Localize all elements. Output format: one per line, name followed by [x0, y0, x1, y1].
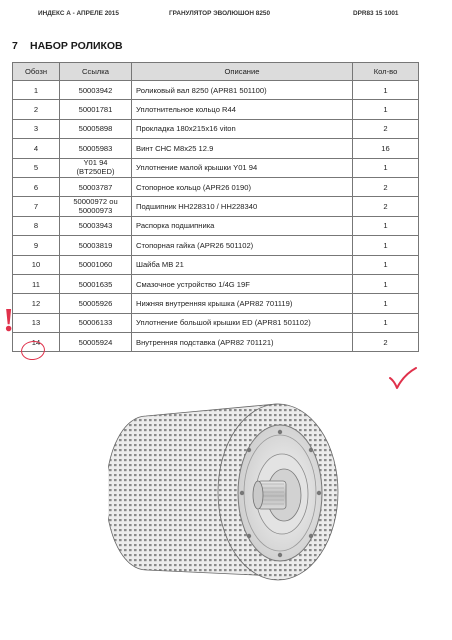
table-header-row — [13, 63, 419, 81]
cell-position: 9 — [13, 236, 60, 255]
column-header-description: Описание — [132, 63, 353, 81]
exclamation-mark: ! — [3, 302, 15, 339]
cell-reference-line2: (BT250ED) — [76, 166, 115, 176]
section-title — [12, 40, 123, 52]
section-number: 7 — [12, 40, 18, 52]
header-index: ИНДЕКС А - АПРЕЛЕ 2015 — [38, 10, 119, 17]
cell-quantity: 1 — [353, 81, 419, 100]
table-row — [13, 255, 419, 274]
cell-reference: 50003787 — [60, 177, 132, 196]
cell-reference-line1: 50000972 ou — [73, 196, 118, 206]
cell-description: Уплотнение малой крышки Y01 94 — [132, 158, 353, 177]
cell-position: 1 — [13, 81, 60, 100]
cell-quantity: 1 — [353, 313, 419, 332]
cell-reference: 50005898 — [60, 119, 132, 138]
header-product: ГРАНУЛЯТОР ЭВОЛЮШОН 8250 — [169, 10, 271, 17]
cell-reference-line2: 50000973 — [78, 205, 113, 215]
cell-position: 14 — [13, 333, 60, 352]
page-header — [0, 10, 452, 22]
cell-description: Уплотнение большой крышки ED (APR81 501102) — [132, 313, 353, 332]
column-header-quantity: Кол-во — [353, 63, 419, 81]
cell-quantity: 2 — [353, 197, 419, 216]
cell-description: Стопорная гайка (APR26 501102) — [132, 236, 353, 255]
parts-table — [12, 62, 419, 352]
cell-description: Стопорное кольцо (APR26 0190) — [132, 177, 353, 196]
cell-reference: 50005924 — [60, 333, 132, 352]
table-row — [13, 119, 419, 138]
cell-position: 11 — [13, 274, 60, 293]
cell-description: Уплотнительное кольцо R44 — [132, 100, 353, 119]
cell-reference: 50003943 — [60, 216, 132, 235]
cell-description: Роликовый вал 8250 (APR81 501100) — [132, 81, 353, 100]
cell-reference: 50001635 — [60, 274, 132, 293]
cell-quantity: 2 — [353, 177, 419, 196]
cell-quantity: 1 — [353, 100, 419, 119]
cell-reference: 50005983 — [60, 139, 132, 158]
cell-position: 8 — [13, 216, 60, 235]
cell-reference: 50006133 — [60, 313, 132, 332]
cell-reference: 50001060 — [60, 255, 132, 274]
header-doc-code: DPR83 15 1001 — [353, 10, 399, 17]
column-header-position: Обозн — [13, 63, 60, 81]
cell-quantity: 2 — [353, 119, 419, 138]
cell-reference — [60, 197, 132, 216]
cell-description: Прокладка 180x215x16 viton — [132, 119, 353, 138]
cell-position: 10 — [13, 255, 60, 274]
cell-quantity: 16 — [353, 139, 419, 158]
cell-position: 6 — [13, 177, 60, 196]
table-row — [13, 100, 419, 119]
cell-quantity: 1 — [353, 294, 419, 313]
cell-quantity: 2 — [353, 333, 419, 352]
table-row — [13, 81, 419, 100]
section-heading: НАБОР РОЛИКОВ — [30, 40, 123, 52]
cell-reference: 50003942 — [60, 81, 132, 100]
cell-description: Подшипник HH228310 / HH228340 — [132, 197, 353, 216]
table-row — [13, 294, 419, 313]
table-row — [13, 139, 419, 158]
cell-reference-line1: Y01 94 — [83, 158, 108, 168]
cell-description: Распорка подшипника — [132, 216, 353, 235]
table-row — [13, 274, 419, 293]
table-row — [13, 236, 419, 255]
cell-position: 4 — [13, 139, 60, 158]
cell-reference — [60, 158, 132, 177]
table-row — [13, 216, 419, 235]
checkmark-icon — [388, 366, 418, 392]
cell-position: 5 — [13, 158, 60, 177]
cell-reference: 50001781 — [60, 100, 132, 119]
cell-description: Шайба MB 21 — [132, 255, 353, 274]
cell-position: 2 — [13, 100, 60, 119]
cell-position: 12 — [13, 294, 60, 313]
table-row — [13, 197, 419, 216]
cell-position: 7 — [13, 197, 60, 216]
table-row — [13, 333, 419, 352]
table-row — [13, 177, 419, 196]
cell-reference: 50003819 — [60, 236, 132, 255]
cell-quantity: 1 — [353, 236, 419, 255]
cell-description: Нижняя внутренняя крышка (APR82 701119) — [132, 294, 353, 313]
column-header-reference: Ссылка — [60, 63, 132, 81]
cell-description: Внутренняя подставка (APR82 701121) — [132, 333, 353, 352]
cell-quantity: 1 — [353, 158, 419, 177]
table-row — [13, 313, 419, 332]
roller-assembly-image — [108, 398, 374, 586]
cell-reference: 50005926 — [60, 294, 132, 313]
cell-position: 3 — [13, 119, 60, 138]
table-row — [13, 158, 419, 177]
cell-quantity: 1 — [353, 255, 419, 274]
cell-description: Винт CHC M8x25 12.9 — [132, 139, 353, 158]
cell-description: Смазочное устройство 1/4G 19F — [132, 274, 353, 293]
cell-quantity: 1 — [353, 216, 419, 235]
cell-position: 13 — [13, 313, 60, 332]
cell-quantity: 1 — [353, 274, 419, 293]
